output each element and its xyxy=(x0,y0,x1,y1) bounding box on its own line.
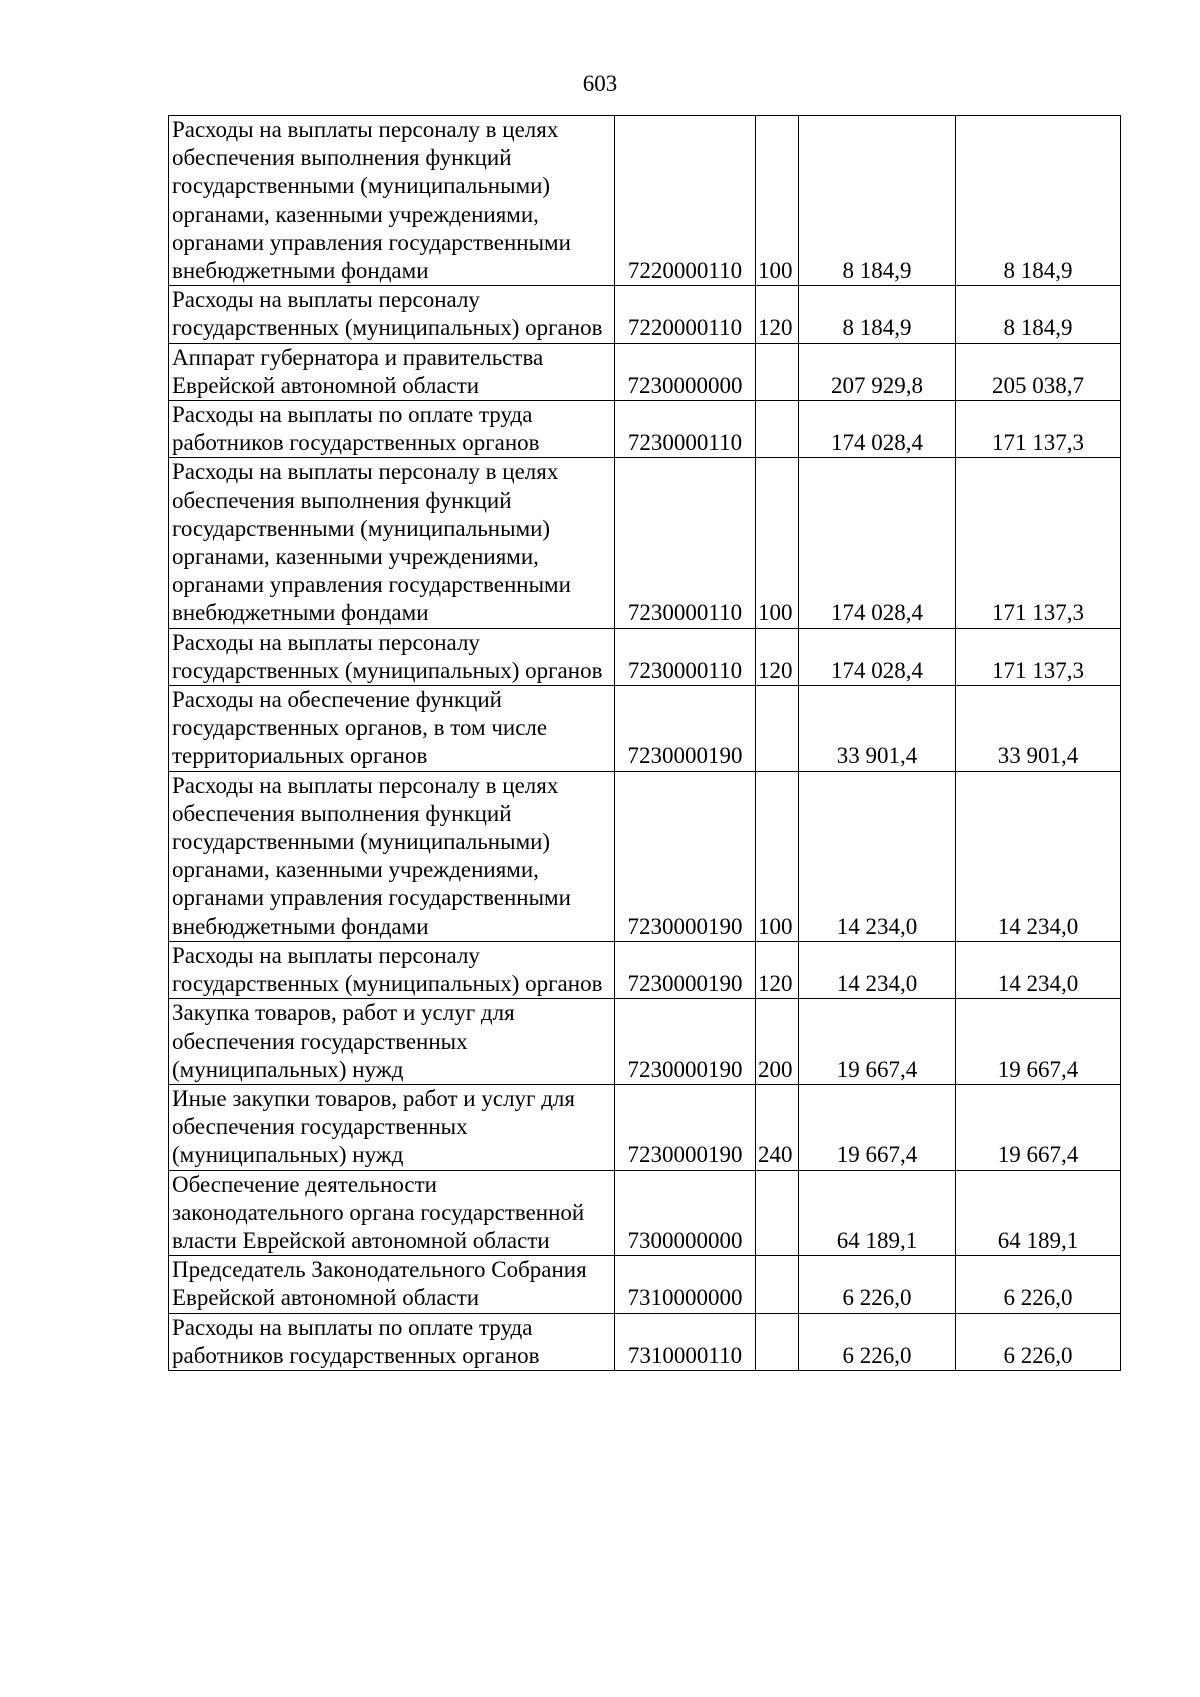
row-sum1-cell: 64 189,1 xyxy=(799,1170,956,1256)
row-name-cell: Расходы на выплаты персоналу в целях обеспечения выполнения функций государственными (муниципальными) органами, казенными учреждениями, органами управления государственными внебюджетными фондами xyxy=(169,771,615,941)
row-expense-type-cell xyxy=(756,1170,799,1256)
row-expense-type-cell: 200 xyxy=(756,999,799,1085)
row-name-cell: Расходы на выплаты по оплате труда работников государственных органов xyxy=(169,1313,615,1370)
page-number: 603 xyxy=(582,71,618,96)
table-row xyxy=(169,286,1121,343)
row-expense-type-cell xyxy=(756,1256,799,1313)
row-sum1-cell: 8 184,9 xyxy=(799,286,956,343)
table-row xyxy=(169,628,1121,685)
row-name-cell: Иные закупки товаров, работ и услуг для обеспечения государственных (муниципальных) нужд xyxy=(169,1084,615,1170)
table-row xyxy=(169,686,1121,772)
row-sum2-cell: 171 137,3 xyxy=(956,628,1121,685)
row-sum2-cell: 8 184,9 xyxy=(956,286,1121,343)
row-sum1-cell: 6 226,0 xyxy=(799,1256,956,1313)
table-row xyxy=(169,771,1121,941)
table-row xyxy=(169,1170,1121,1256)
table-row xyxy=(169,343,1121,400)
table-row xyxy=(169,1256,1121,1313)
row-code-cell: 7230000000 xyxy=(615,343,756,400)
row-expense-type-cell xyxy=(756,401,799,458)
row-code-cell: 7230000190 xyxy=(615,1084,756,1170)
table-row xyxy=(169,999,1121,1085)
row-expense-type-cell: 120 xyxy=(756,941,799,998)
row-sum1-cell: 8 184,9 xyxy=(799,116,956,286)
row-sum2-cell: 19 667,4 xyxy=(956,999,1121,1085)
row-code-cell: 7310000000 xyxy=(615,1256,756,1313)
row-code-cell: 7230000110 xyxy=(615,628,756,685)
row-name-cell: Аппарат губернатора и правительства Еврейской автономной области xyxy=(169,343,615,400)
row-code-cell: 7220000110 xyxy=(615,286,756,343)
row-code-cell: 7300000000 xyxy=(615,1170,756,1256)
table-row xyxy=(169,1084,1121,1170)
row-sum2-cell: 19 667,4 xyxy=(956,1084,1121,1170)
row-sum2-cell: 33 901,4 xyxy=(956,686,1121,772)
table-row xyxy=(169,401,1121,458)
table-row xyxy=(169,116,1121,286)
row-name-cell: Расходы на выплаты персоналу государственных (муниципальных) органов xyxy=(169,286,615,343)
row-sum1-cell: 6 226,0 xyxy=(799,1313,956,1370)
row-sum2-cell: 171 137,3 xyxy=(956,401,1121,458)
row-expense-type-cell xyxy=(756,343,799,400)
row-sum2-cell: 14 234,0 xyxy=(956,941,1121,998)
row-name-cell: Расходы на выплаты персоналу государственных (муниципальных) органов xyxy=(169,628,615,685)
row-sum2-cell: 171 137,3 xyxy=(956,458,1121,628)
row-expense-type-cell xyxy=(756,686,799,772)
row-sum1-cell: 174 028,4 xyxy=(799,628,956,685)
row-code-cell: 7230000190 xyxy=(615,771,756,941)
row-name-cell: Расходы на выплаты персоналу в целях обеспечения выполнения функций государственными (муниципальными) органами, казенными учреждениями, органами управления государственными внебюджетными фондами xyxy=(169,116,615,286)
row-expense-type-cell: 100 xyxy=(756,116,799,286)
row-sum2-cell: 14 234,0 xyxy=(956,771,1121,941)
row-code-cell: 7220000110 xyxy=(615,116,756,286)
row-sum1-cell: 14 234,0 xyxy=(799,941,956,998)
row-code-cell: 7230000190 xyxy=(615,941,756,998)
row-sum1-cell: 19 667,4 xyxy=(799,1084,956,1170)
row-code-cell: 7230000110 xyxy=(615,401,756,458)
row-code-cell: 7230000190 xyxy=(615,686,756,772)
row-sum1-cell: 174 028,4 xyxy=(799,458,956,628)
row-sum2-cell: 205 038,7 xyxy=(956,343,1121,400)
row-expense-type-cell: 100 xyxy=(756,771,799,941)
row-name-cell: Председатель Законодательного Собрания Еврейской автономной области xyxy=(169,1256,615,1313)
row-sum1-cell: 174 028,4 xyxy=(799,401,956,458)
row-sum1-cell: 207 929,8 xyxy=(799,343,956,400)
row-sum2-cell: 6 226,0 xyxy=(956,1256,1121,1313)
row-name-cell: Обеспечение деятельности законодательного органа государственной власти Еврейской автономной области xyxy=(169,1170,615,1256)
row-expense-type-cell: 100 xyxy=(756,458,799,628)
table-row xyxy=(169,1313,1121,1370)
row-name-cell: Расходы на выплаты персоналу в целях обеспечения выполнения функций государственными (муниципальными) органами, казенными учреждениями, органами управления государственными внебюджетными фондами xyxy=(169,458,615,628)
row-name-cell: Расходы на выплаты по оплате труда работников государственных органов xyxy=(169,401,615,458)
budget-table xyxy=(168,115,1121,1371)
row-expense-type-cell: 240 xyxy=(756,1084,799,1170)
row-expense-type-cell xyxy=(756,1313,799,1370)
table-row xyxy=(169,941,1121,998)
row-sum2-cell: 6 226,0 xyxy=(956,1313,1121,1370)
row-sum2-cell: 64 189,1 xyxy=(956,1170,1121,1256)
row-name-cell: Расходы на выплаты персоналу государственных (муниципальных) органов xyxy=(169,941,615,998)
row-expense-type-cell: 120 xyxy=(756,286,799,343)
row-sum1-cell: 33 901,4 xyxy=(799,686,956,772)
row-expense-type-cell: 120 xyxy=(756,628,799,685)
row-name-cell: Закупка товаров, работ и услуг для обеспечения государственных (муниципальных) нужд xyxy=(169,999,615,1085)
row-code-cell: 7230000110 xyxy=(615,458,756,628)
row-sum1-cell: 19 667,4 xyxy=(799,999,956,1085)
row-code-cell: 7310000110 xyxy=(615,1313,756,1370)
row-code-cell: 7230000190 xyxy=(615,999,756,1085)
table-row xyxy=(169,458,1121,628)
row-sum1-cell: 14 234,0 xyxy=(799,771,956,941)
row-name-cell: Расходы на обеспечение функций государственных органов, в том числе территориальных органов xyxy=(169,686,615,772)
row-sum2-cell: 8 184,9 xyxy=(956,116,1121,286)
